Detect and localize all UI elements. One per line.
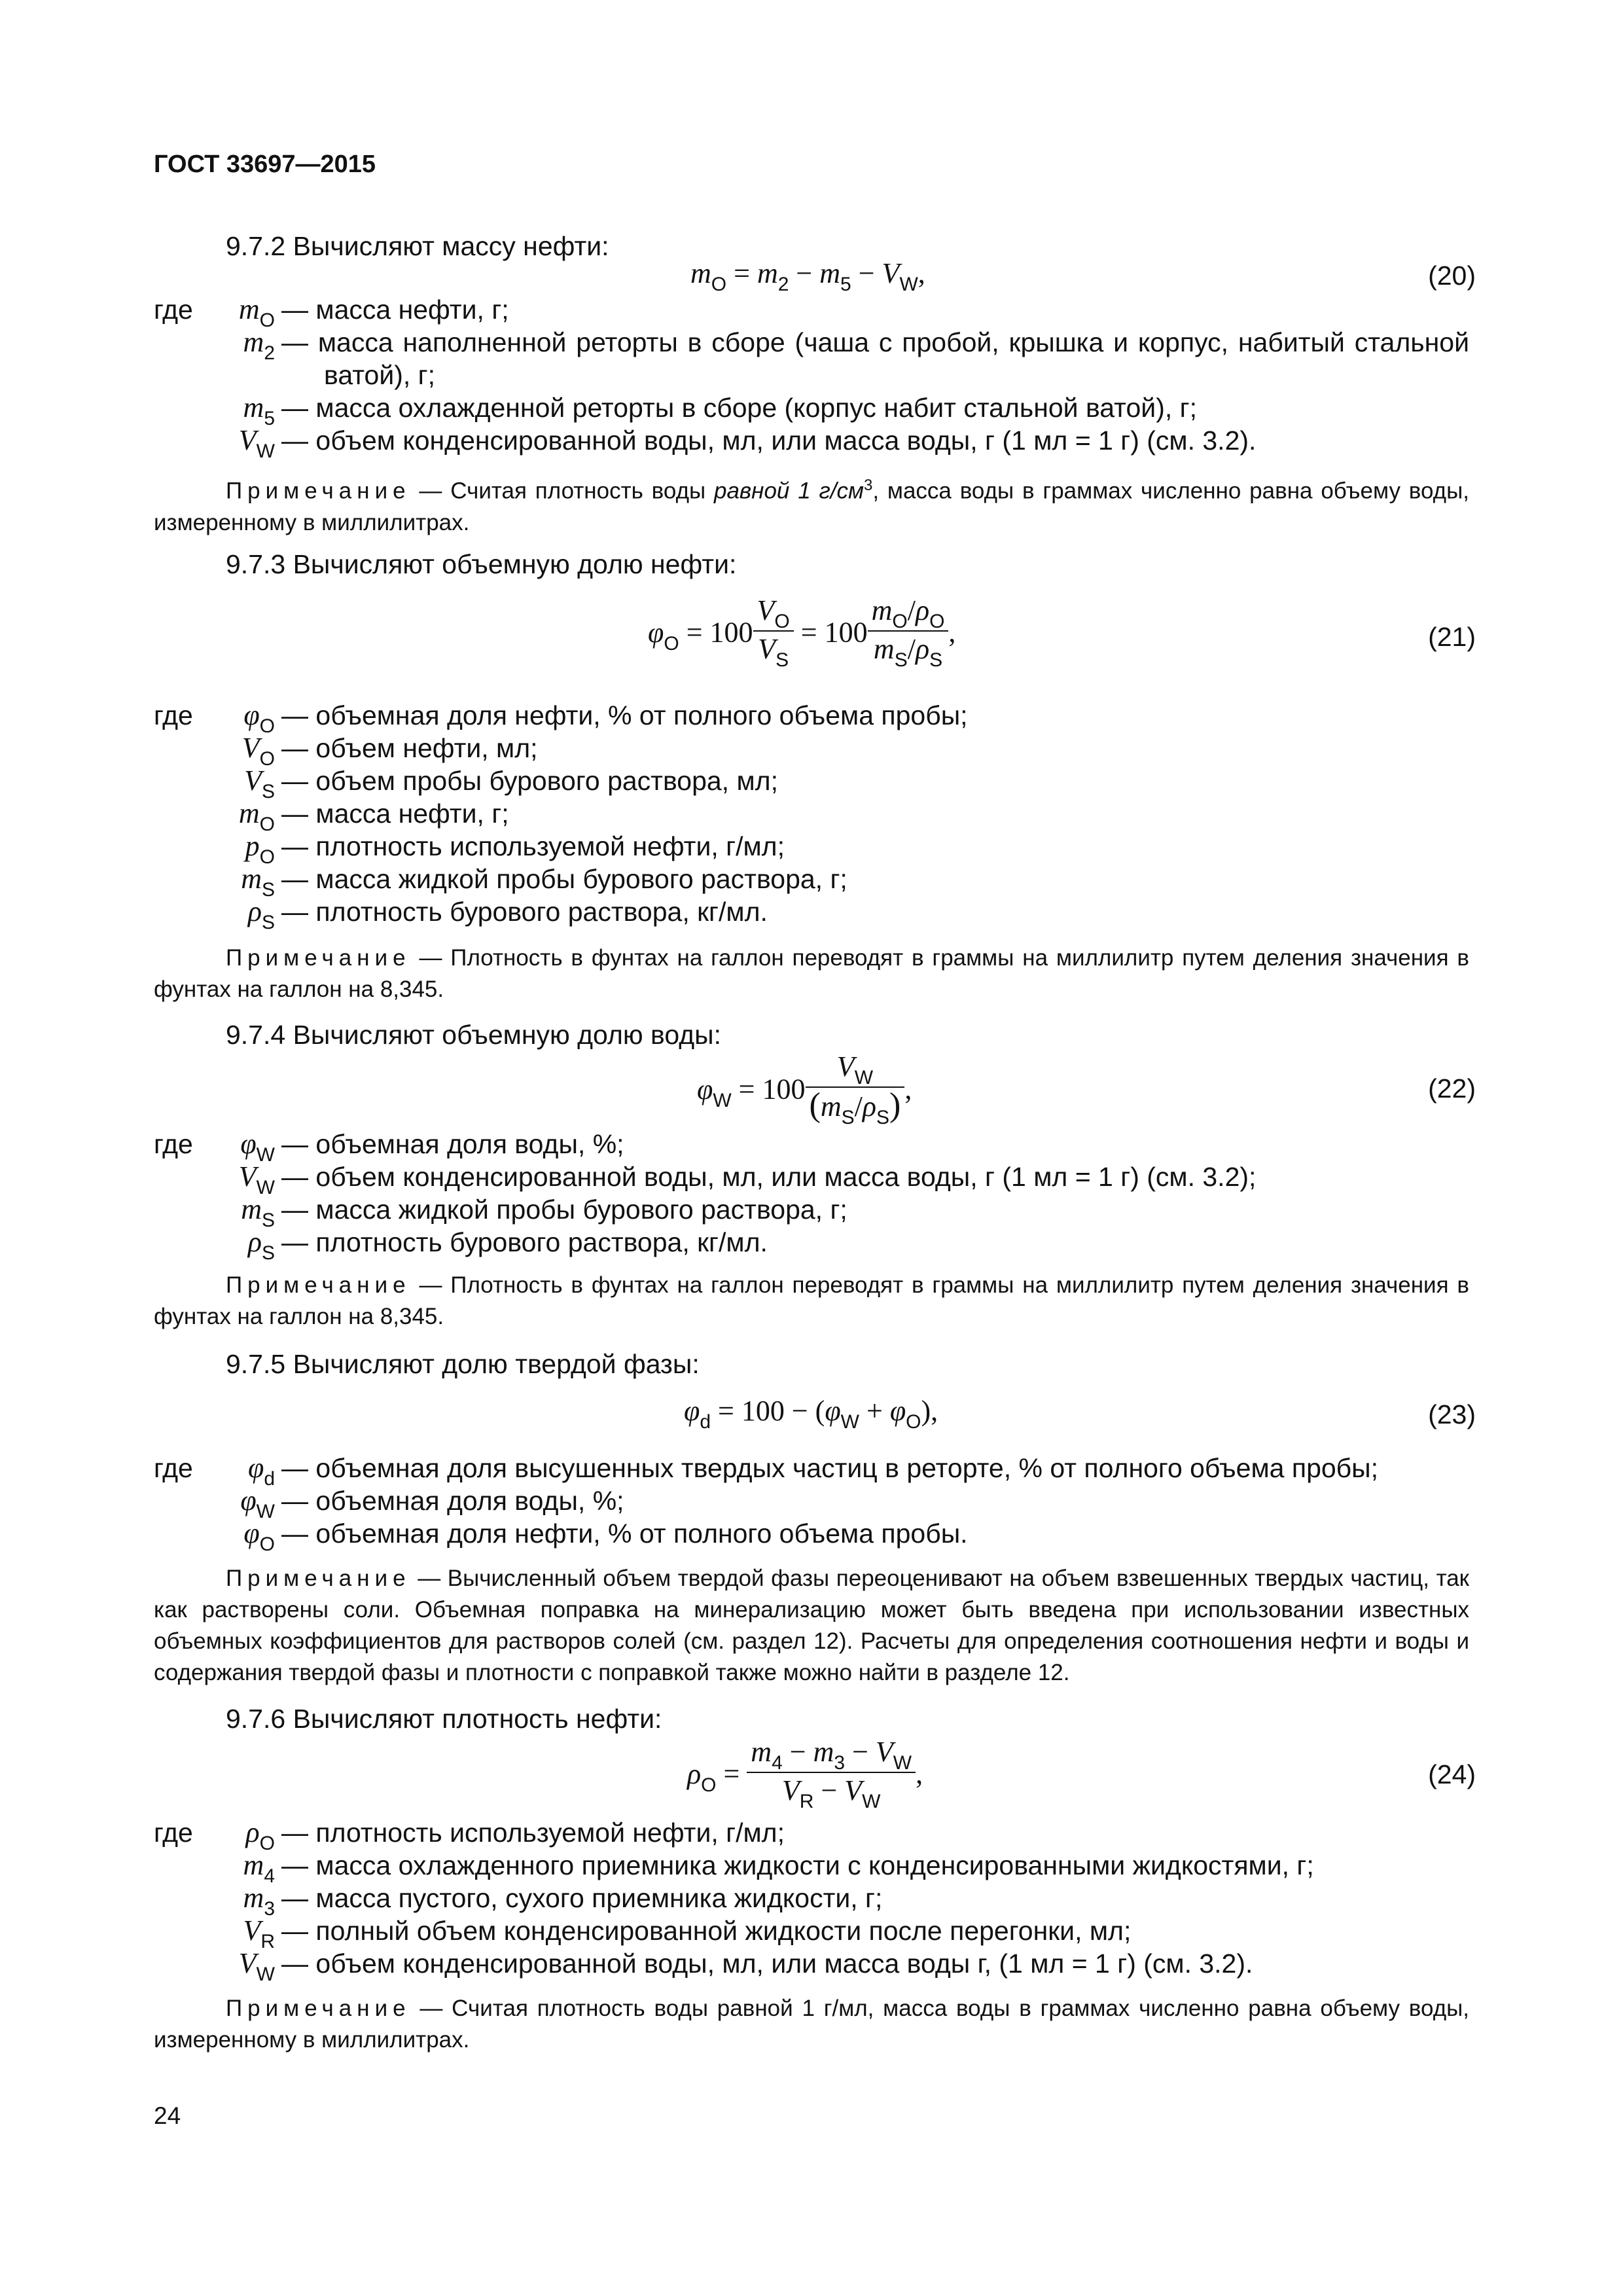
formula-24: $\rho_O$ = $\frac{m_4 - m_3 - V_W}{V_R - V_W}$ , bbox=[687, 1736, 923, 1812]
equation-number-22: (22) bbox=[1428, 1073, 1476, 1103]
formula-21: $\varphi_O = 100$ $\frac{V_O}{V_S}$ = 100 $\frac{m_O/\rho_O}{m_S/\rho_S}$ , bbox=[648, 594, 956, 671]
where-label: где bbox=[154, 1453, 193, 1483]
formula-20: $m_O = m_2 - m_5 - V_W$, bbox=[690, 257, 925, 295]
document-header: ГОСТ 33697—2015 bbox=[154, 151, 376, 178]
note-9-7-4: Примечание — Плотность в фунтах на галлон переводят в граммы на миллилитр путем деления значения в фунтах на галлон на 8,345. bbox=[154, 1272, 1469, 1329]
where-label: где bbox=[154, 700, 193, 730]
where-label: где bbox=[154, 295, 193, 325]
section-9-7-6-title: 9.7.6 Вычисляют плотность нефти: bbox=[226, 1704, 662, 1734]
section-9-7-3-title: 9.7.3 Вычисляют объемную долю нефти: bbox=[226, 549, 737, 579]
equation-number-20: (20) bbox=[1428, 260, 1476, 291]
section-9-7-5-title: 9.7.5 Вычисляют долю твердой фазы: bbox=[226, 1349, 700, 1379]
formula-22: $\varphi_W = 100$ $\frac{V_W}{(m_S/\rho_S)}$ , bbox=[697, 1050, 912, 1128]
formula-23: $\varphi_d = 100 - (\varphi_W + \varphi_O)$, bbox=[684, 1395, 938, 1433]
section-9-7-4-title: 9.7.4 Вычисляют объемную долю воды: bbox=[226, 1020, 722, 1050]
note-9-7-2: Примечание — Считая плотность воды равной 1 $г/см^3$, масса воды в граммах численно равна объему воды, измеренному в миллилитрах. bbox=[154, 476, 1469, 535]
note-9-7-3: Примечание — Плотность в фунтах на галлон переводят в граммы на миллилитр путем деления значения в фунтах на галлон на 8,345. bbox=[154, 945, 1469, 1002]
equation-number-21: (21) bbox=[1428, 622, 1476, 652]
section-9-7-2-title: 9.7.2 Вычисляют массу нефти: bbox=[226, 231, 609, 261]
equation-number-23: (23) bbox=[1428, 1399, 1476, 1429]
note-9-7-5: Примечание — Вычисленный объем твердой фазы переоценивают на объем взвешенных твердых частиц, так как растворены соли. Объемная поправка на минерализацию может быть введена при использовании известных объемных коэффициентов для растворов солей (см. раздел 12). Расчеты для определения соотношения нефти и воды и содержания твердой фазы и плотности с поправкой также можно найти в разделе 12. bbox=[154, 1566, 1469, 1685]
where-label: где bbox=[154, 1129, 193, 1159]
equation-number-24: (24) bbox=[1428, 1759, 1476, 1789]
note-9-7-6: Примечание — Считая плотность воды равной 1 г/мл, масса воды в граммах численно равна объему воды, измеренному в миллилитрах. bbox=[154, 1996, 1469, 2053]
where-label: где bbox=[154, 1818, 193, 1848]
page-number: 24 bbox=[154, 2102, 181, 2129]
